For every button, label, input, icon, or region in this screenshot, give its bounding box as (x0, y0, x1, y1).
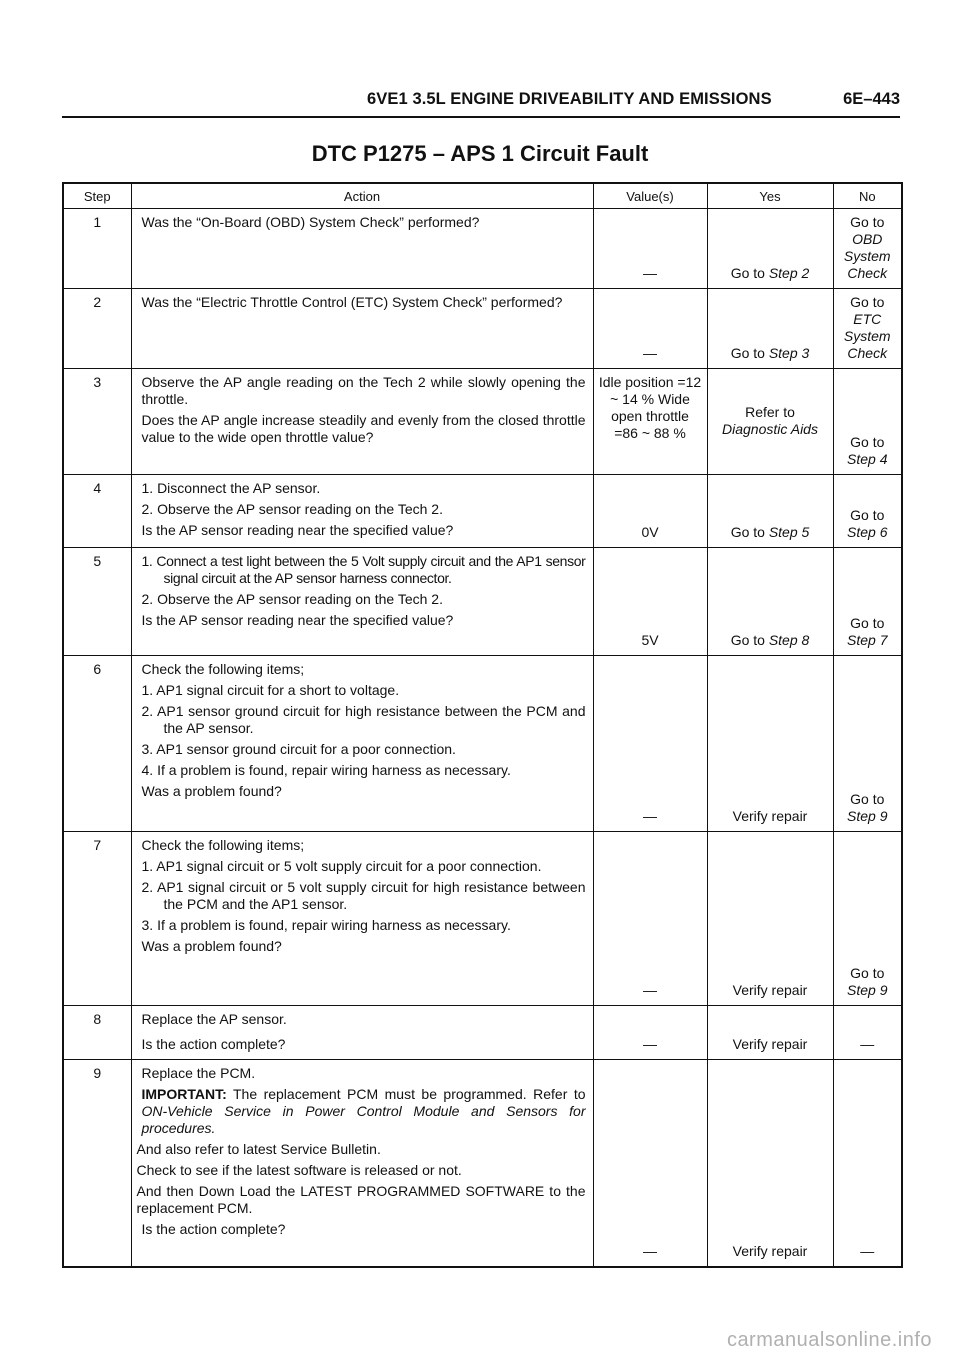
important-link[interactable]: ON-Vehicle Service in Power Control Module and Sensors for procedures (141, 1103, 586, 1136)
value-cell: — (593, 832, 707, 1006)
important-text: The replacement PCM must be programmed. Refer to (226, 1086, 586, 1102)
yes-link[interactable]: Step 3 (768, 345, 810, 361)
column-header-step: Step (63, 183, 131, 209)
table-row (63, 656, 902, 832)
yes-prefix: Go to (730, 265, 769, 281)
table-row (63, 289, 902, 369)
action-intro: Replace the AP sensor. (141, 1011, 287, 1027)
no-prefix: Go to (850, 791, 885, 807)
action-cell (131, 289, 593, 369)
action-cell (131, 369, 593, 475)
action-cell (131, 832, 593, 1006)
action-item: 2. Observe the AP sensor reading on the Tech 2. (141, 591, 443, 607)
step-number: 5 (63, 548, 131, 656)
action-cell (131, 1006, 593, 1060)
yes-cell (707, 289, 833, 369)
yes-link[interactable]: Step 8 (768, 632, 810, 648)
yes-prefix: Refer to (745, 403, 795, 420)
table-row (63, 369, 902, 475)
no-prefix: Go to (850, 294, 885, 310)
document-title: DTC P1275 – APS 1 Circuit Fault (311, 141, 649, 166)
yes-cell (707, 369, 833, 475)
action-text: Was the “On-Board (OBD) System Check” performed? (141, 214, 480, 230)
no-link[interactable]: Step 9 (847, 982, 888, 998)
action-question: Is the action complete? (141, 1221, 286, 1237)
no-prefix: Go to (850, 965, 885, 981)
value-cell: — (593, 209, 707, 289)
action-item: 2. AP1 signal circuit or 5 volt supply circuit for high resistance between the PCM and the AP1 sensor. (141, 879, 586, 912)
column-header-yes: Yes (707, 183, 833, 209)
action-cell (131, 1060, 593, 1267)
table-row (63, 832, 902, 1006)
value-cell: — (593, 289, 707, 369)
no-prefix: Go to (850, 615, 885, 631)
step-number: 7 (63, 832, 131, 1006)
column-header-action: Action (131, 183, 593, 209)
no-cell: — (833, 1006, 902, 1060)
no-cell (833, 475, 902, 548)
extra-note: And also refer to latest Service Bulletin. (136, 1141, 381, 1157)
step-number: 6 (63, 656, 131, 832)
action-question: Was a problem found? (141, 938, 282, 954)
column-header-no: No (833, 183, 902, 209)
important-end: . (211, 1120, 216, 1136)
value-cell: — (593, 1006, 707, 1060)
extra-note: Check to see if the latest software is released or not. (136, 1162, 462, 1178)
yes-prefix: Go to (730, 524, 769, 540)
table-row (63, 475, 902, 548)
action-cell (131, 548, 593, 656)
table-header-row (63, 183, 902, 209)
yes-link[interactable]: Step 2 (768, 265, 810, 281)
important-label: IMPORTANT: (141, 1086, 227, 1102)
action-cell (131, 209, 593, 289)
action-item: 3. If a problem is found, repair wiring harness as necessary. (141, 917, 511, 933)
yes-cell[interactable]: Verify repair (707, 656, 833, 832)
action-item: 1. Connect a test light between the 5 Volt supply circuit and the AP1 sensor signal circuit at the AP sensor harness connector. (141, 553, 586, 586)
action-item: 4. If a problem is found, repair wiring harness as necessary. (141, 762, 511, 778)
no-link[interactable]: Step 9 (847, 808, 888, 824)
table-row (63, 1006, 902, 1060)
table-row (63, 209, 902, 289)
action-question: Does the AP angle increase steadily and evenly from the closed throttle value to the wide open throttle value? (141, 412, 586, 445)
action-question: Is the action complete? (141, 1036, 286, 1052)
action-intro: Check the following items; (141, 661, 305, 677)
no-link[interactable]: Step 6 (847, 524, 888, 540)
yes-cell[interactable]: Verify repair (707, 832, 833, 1006)
value-cell: — (593, 656, 707, 832)
step-number: 2 (63, 289, 131, 369)
action-cell (131, 475, 593, 548)
header-rule (62, 116, 900, 118)
diagnostic-table (62, 182, 903, 1268)
no-cell: — (833, 1060, 902, 1267)
no-link[interactable]: Step 4 (847, 451, 888, 467)
yes-cell (707, 475, 833, 548)
column-header-values: Value(s) (593, 183, 707, 209)
no-cell (833, 289, 902, 369)
extra-note: And then Down Load the LATEST PROGRAMMED SOFTWARE to the replacement PCM. (136, 1183, 586, 1216)
action-question: Is the AP sensor reading near the specified value? (141, 612, 454, 628)
no-cell (833, 369, 902, 475)
value-cell: 0V (593, 475, 707, 548)
yes-prefix: Go to (730, 345, 769, 361)
no-cell (833, 548, 902, 656)
no-link[interactable]: ETC System Check (843, 311, 891, 361)
yes-cell[interactable]: Verify repair (707, 1060, 833, 1267)
table-row (63, 548, 902, 656)
value-cell: Idle position =12 ~ 14 % Wide open throttle =86 ~ 88 % (593, 369, 707, 475)
yes-link[interactable]: Diagnostic Aids (722, 420, 818, 437)
section-title: 6VE1 3.5L ENGINE DRIVEABILITY AND EMISSIONS (367, 90, 772, 108)
step-number: 9 (63, 1060, 131, 1267)
watermark: carmanualsonline.info (726, 1329, 932, 1351)
action-item: 2. Observe the AP sensor reading on the Tech 2. (141, 501, 443, 517)
action-intro: Check the following items; (141, 837, 305, 853)
important-note (137, 1086, 586, 1137)
action-question: Is the AP sensor reading near the specified value? (141, 522, 454, 538)
no-prefix: Go to (850, 434, 885, 450)
table-row (63, 1060, 902, 1267)
action-text: Observe the AP angle reading on the Tech 2 while slowly opening the throttle. (141, 374, 586, 407)
yes-cell (707, 548, 833, 656)
yes-cell[interactable]: Verify repair (707, 1006, 833, 1060)
no-cell (833, 832, 902, 1006)
yes-prefix: Go to (730, 632, 769, 648)
step-number: 8 (63, 1006, 131, 1060)
action-cell (131, 656, 593, 832)
yes-cell (707, 209, 833, 289)
step-number: 4 (63, 475, 131, 548)
no-link[interactable]: OBD System Check (843, 231, 891, 281)
action-item: 3. AP1 sensor ground circuit for a poor connection. (141, 741, 456, 757)
action-item: 2. AP1 sensor ground circuit for high resistance between the PCM and the AP sensor. (141, 703, 586, 736)
action-item: 1. AP1 signal circuit or 5 volt supply circuit for a poor connection. (141, 858, 542, 874)
no-prefix: Go to (850, 507, 885, 523)
action-question: Was a problem found? (141, 783, 282, 799)
action-item: 1. Disconnect the AP sensor. (141, 480, 321, 496)
yes-link[interactable]: Step 5 (768, 524, 810, 540)
page-header (62, 88, 900, 114)
value-cell: 5V (593, 548, 707, 656)
page-number: 6E–443 (843, 90, 900, 108)
no-link[interactable]: Step 7 (847, 632, 888, 648)
action-text: Was the “Electric Throttle Control (ETC) System Check” performed? (141, 294, 563, 310)
no-prefix: Go to (850, 214, 885, 230)
no-cell (833, 209, 902, 289)
step-number: 3 (63, 369, 131, 475)
action-intro: Replace the PCM. (141, 1065, 256, 1081)
step-number: 1 (63, 209, 131, 289)
no-cell (833, 656, 902, 832)
action-item: 1. AP1 signal circuit for a short to voltage. (141, 682, 400, 698)
value-cell: — (593, 1060, 707, 1267)
